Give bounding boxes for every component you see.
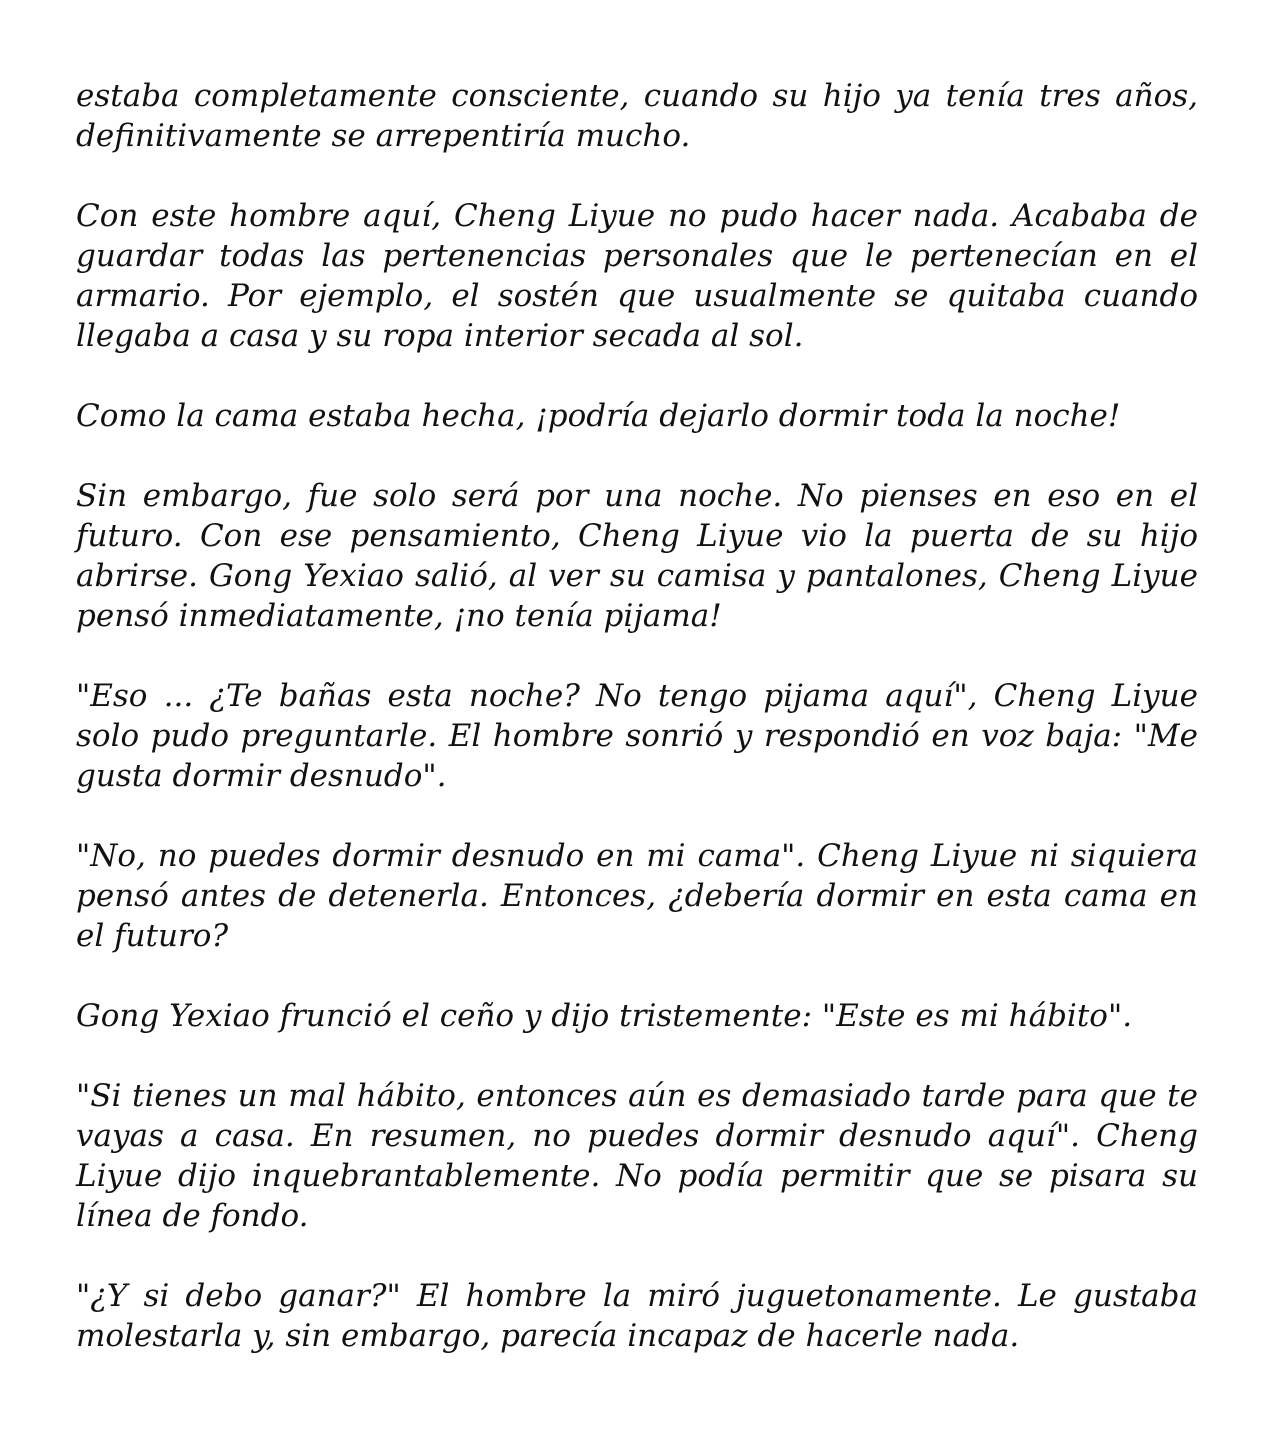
paragraph: "¿Y si debo ganar?" El hombre la miró juguetonamente. Le gustaba molestarla y, sin embargo, parecía incapaz de hacerle nada. <box>76 1278 1198 1354</box>
paragraph: Con este hombre aquí, Cheng Liyue no pudo hacer nada. Acababa de guardar todas las pertenencias personales que le pertenecían en el armario. Por ejemplo, el sostén que usualmente se quitaba cuando llegaba a casa y su ropa interior secada al sol. <box>76 198 1198 354</box>
paragraph: estaba completamente consciente, cuando su hijo ya tenía tres años, definitivamente se arrepentiría mucho. <box>76 78 1198 154</box>
paragraph: Gong Yexiao frunció el ceño y dijo tristemente: "Este es mi hábito". <box>76 998 1133 1034</box>
paragraph: Como la cama estaba hecha, ¡podría dejarlo dormir toda la noche! <box>76 398 1121 434</box>
paragraph: "Si tienes un mal hábito, entonces aún es demasiado tarde para que te vayas a casa. En resumen, no puedes dormir desnudo aquí". Cheng Liyue dijo inquebrantablemente. No podía permitir que se pisara su línea de fondo. <box>76 1078 1198 1234</box>
paragraph: "Eso ... ¿Te bañas esta noche? No tengo pijama aquí", Cheng Liyue solo pudo preguntarle. El hombre sonrió y respondió en voz baja: "Me gusta dormir desnudo". <box>76 678 1198 794</box>
document-page <box>76 76 1198 1356</box>
paragraph: Sin embargo, fue solo será por una noche. No pienses en eso en el futuro. Con ese pensamiento, Cheng Liyue vio la puerta de su hijo abrirse. Gong Yexiao salió, al ver su camisa y pantalones, Cheng Liyue pensó inmediatamente, ¡no tenía pijama! <box>76 478 1198 634</box>
paragraph: "No, no puedes dormir desnudo en mi cama". Cheng Liyue ni siquiera pensó antes de detenerla. Entonces, ¿debería dormir en esta cama en el futuro? <box>76 838 1198 954</box>
